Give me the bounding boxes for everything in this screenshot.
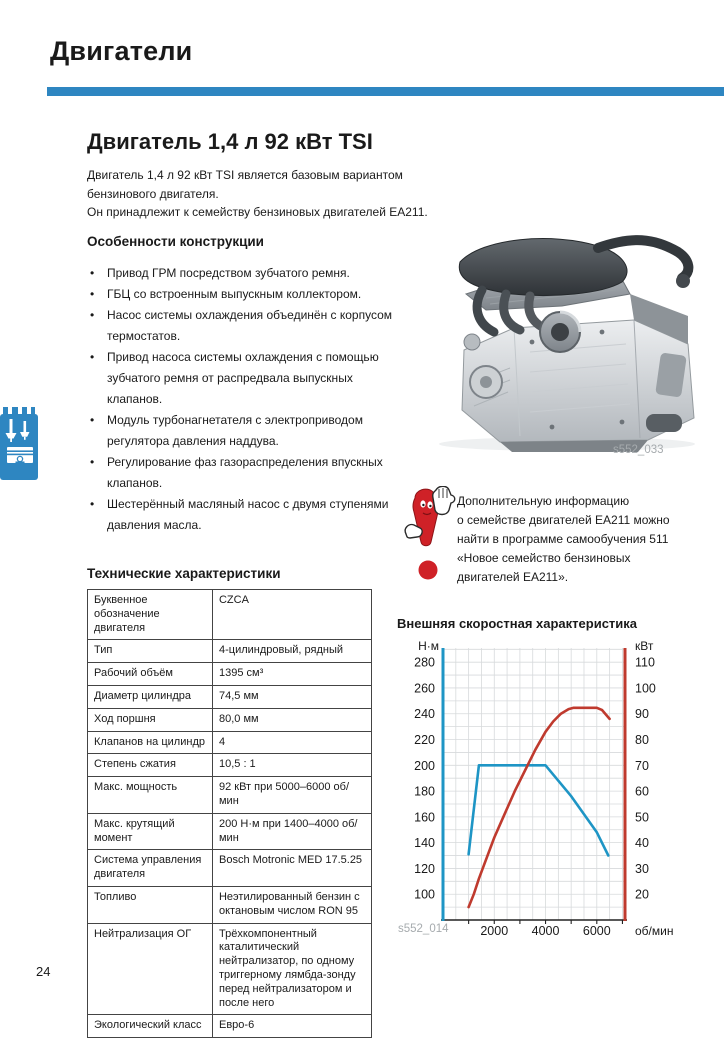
svg-text:280: 280 [414,655,435,670]
spec-label: Клапанов на цилиндр [88,731,213,754]
spec-value: Евро-6 [212,1015,371,1038]
features-list [87,263,403,536]
table-row [88,640,372,663]
list-item: • ГБЦ со встроенным выпускным коллектором. [87,284,403,305]
note-line: о семействе двигателей EA211 можно [457,513,670,527]
list-item: • Привод ГРМ посредством зубчатого ремня. [87,263,403,284]
svg-text:80: 80 [635,733,649,748]
list-item: • Привод насоса системы охлаждения с помощью зубчатого ремня от распредвала выпускных клапанов. [87,347,403,410]
svg-text:220: 220 [414,733,435,748]
svg-text:70: 70 [635,758,649,773]
svg-text:об/мин: об/мин [635,924,674,936]
list-item: • Насос системы охлаждения объединён с корпусом термостатов. [87,305,403,347]
spec-value: Неэтилированный бензин с октановым числом RON 95 [212,886,371,923]
svg-text:6000: 6000 [582,924,611,936]
page-title: Двигатели [50,36,193,66]
svg-text:240: 240 [414,707,435,722]
svg-text:120: 120 [414,861,435,876]
note-line: «Новое семейство бензиновых [457,551,631,565]
svg-text:160: 160 [414,810,435,825]
page-number: 24 [36,964,51,979]
spec-value: CZCA [212,590,371,640]
spec-value: 4-цилиндровый, рядный [212,640,371,663]
svg-text:260: 260 [414,681,435,696]
specs-table [87,589,372,1038]
table-row [88,777,372,814]
table-row [88,663,372,686]
section-title: Двигатель 1,4 л 92 кВт TSI [87,129,373,154]
spec-label: Нейтрализация ОГ [88,923,213,1015]
svg-text:4000: 4000 [531,924,560,936]
chart-title: Внешняя скоростная характеристика [397,616,638,631]
note-line: Дополнительную информацию [457,494,630,508]
table-row [88,708,372,731]
table-row [88,923,372,1015]
table-row [88,813,372,850]
spec-value: Bosch Motronic MED 17.5.25 [212,850,371,887]
spec-label: Рабочий объём [88,663,213,686]
svg-text:200: 200 [414,758,435,773]
specs-heading: Технические характеристики [87,566,281,581]
table-row [88,590,372,640]
figure-caption: s552_033 [613,444,664,456]
table-row [88,1015,372,1038]
svg-text:40: 40 [635,836,649,851]
svg-text:100: 100 [414,887,435,902]
table-row [88,731,372,754]
intro-paragraph [87,166,457,222]
svg-text:50: 50 [635,810,649,825]
svg-text:90: 90 [635,707,649,722]
table-row [88,850,372,887]
spec-label: Ход поршня [88,708,213,731]
table-row [88,685,372,708]
list-item: • Модуль турбонагнетателя с электроприводом регулятора давления наддува. [87,410,403,452]
table-row [88,754,372,777]
spec-value: 1395 см³ [212,663,371,686]
figure-caption: s552_014 [398,923,449,935]
svg-text:100: 100 [635,681,656,696]
list-item: • Шестерённый масляный насос с двумя ступенями давления масла. [87,494,403,536]
spec-value: 10,5 : 1 [212,754,371,777]
spec-value: 92 кВт при 5000–6000 об/мин [212,777,371,814]
spec-label: Экологический класс [88,1015,213,1038]
intro-line: Он принадлежит к семейству бензиновых двигателей EA211. [87,205,428,219]
attention-mascot-icon [403,486,457,584]
svg-text:2000: 2000 [480,924,509,936]
svg-text:110: 110 [635,655,655,670]
speed-characteristic-chart [397,636,724,936]
engine-photo-illustration [402,232,722,454]
svg-text:Н·м: Н·м [418,639,439,653]
svg-text:60: 60 [635,784,649,799]
svg-text:кВт: кВт [635,639,654,653]
list-item: • Регулирование фаз газораспределения впускных клапанов. [87,452,403,494]
spec-label: Система управления двигателя [88,850,213,887]
features-heading: Особенности конструкции [87,234,264,249]
spec-value: 200 Н·м при 1400–4000 об/мин [212,813,371,850]
engine-chapter-tab-icon [0,404,40,482]
spec-label: Тип [88,640,213,663]
spec-value: 80,0 мм [212,708,371,731]
spec-label: Степень сжатия [88,754,213,777]
svg-text:20: 20 [635,887,649,902]
intro-line: Двигатель 1,4 л 92 кВт TSI является базовым вариантом бензинового двигателя. [87,168,403,201]
spec-value: 4 [212,731,371,754]
section-divider [47,87,724,96]
svg-text:140: 140 [414,836,435,851]
spec-value: 74,5 мм [212,685,371,708]
table-row [88,886,372,923]
svg-text:180: 180 [414,784,435,799]
spec-value: Трёхкомпонентный каталитический нейтрализатор, по одному триггерному лямбда-зонду перед нейтрализатором и после него [212,923,371,1015]
spec-label: Макс. крутящий момент [88,813,213,850]
spec-label: Буквенное обозначение двигателя [88,590,213,640]
note-text [457,492,723,587]
note-line: двигателей EA211». [457,570,569,584]
spec-label: Диаметр цилиндра [88,685,213,708]
spec-label: Макс. мощность [88,777,213,814]
spec-label: Топливо [88,886,213,923]
note-line: найти в программе самообучения 511 [457,532,669,546]
svg-text:30: 30 [635,861,649,876]
